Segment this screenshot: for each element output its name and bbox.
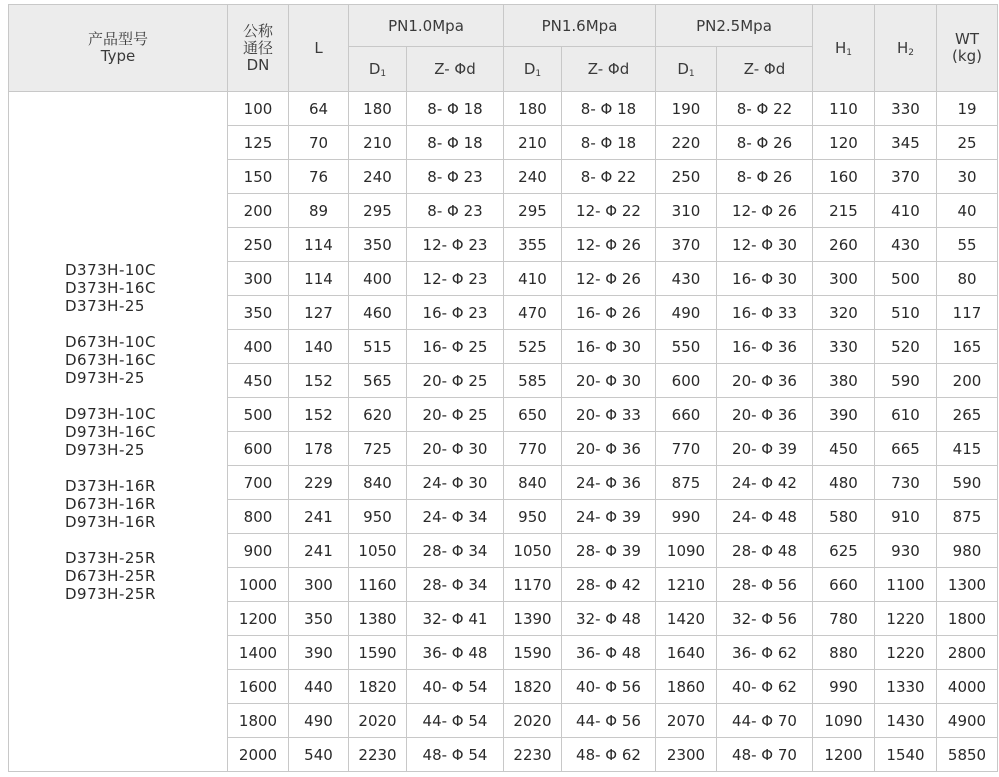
type-model: D673H-10C xyxy=(65,332,156,351)
cell-wt: 80 xyxy=(937,262,998,296)
cell-h2: 730 xyxy=(875,466,937,500)
type-group xyxy=(65,477,227,531)
cell-zphid-pn25: 8- Φ 26 xyxy=(717,126,813,160)
cell-wt: 1800 xyxy=(937,602,998,636)
cell-zphid-pn10: 8- Φ 23 xyxy=(407,194,504,228)
cell-zphid-pn10: 36- Φ 48 xyxy=(407,636,504,670)
cell-dn: 2000 xyxy=(228,738,289,772)
cell-d1-pn10: 840 xyxy=(349,466,407,500)
cell-zphid-pn25: 36- Φ 62 xyxy=(717,636,813,670)
cell-l: 178 xyxy=(289,432,349,466)
cell-h1: 880 xyxy=(813,636,875,670)
cell-h2: 510 xyxy=(875,296,937,330)
cell-zphid-pn16: 20- Φ 33 xyxy=(562,398,656,432)
type-model: D373H-16C xyxy=(65,278,156,297)
zphid-header-pn25: Z- Φd xyxy=(717,47,813,92)
cell-d1-pn16: 1050 xyxy=(504,534,562,568)
cell-l: 440 xyxy=(289,670,349,704)
cell-d1-pn25: 660 xyxy=(656,398,717,432)
cell-d1-pn25: 990 xyxy=(656,500,717,534)
cell-dn: 700 xyxy=(228,466,289,500)
cell-zphid-pn10: 16- Φ 23 xyxy=(407,296,504,330)
cell-d1-pn16: 410 xyxy=(504,262,562,296)
cell-d1-pn25: 190 xyxy=(656,92,717,126)
cell-d1-pn10: 515 xyxy=(349,330,407,364)
cell-d1-pn16: 240 xyxy=(504,160,562,194)
cell-dn: 1800 xyxy=(228,704,289,738)
wt-header-2: (kg) xyxy=(952,47,982,65)
cell-zphid-pn25: 16- Φ 36 xyxy=(717,330,813,364)
cell-d1-pn10: 180 xyxy=(349,92,407,126)
cell-wt: 30 xyxy=(937,160,998,194)
cell-d1-pn25: 1860 xyxy=(656,670,717,704)
cell-h2: 610 xyxy=(875,398,937,432)
dn-header xyxy=(228,5,289,92)
cell-d1-pn25: 1640 xyxy=(656,636,717,670)
cell-h1: 660 xyxy=(813,568,875,602)
cell-d1-pn16: 2020 xyxy=(504,704,562,738)
type-model: D973H-25 xyxy=(65,440,145,459)
cell-zphid-pn25: 32- Φ 56 xyxy=(717,602,813,636)
cell-wt: 200 xyxy=(937,364,998,398)
cell-zphid-pn16: 24- Φ 36 xyxy=(562,466,656,500)
cell-h1: 110 xyxy=(813,92,875,126)
cell-zphid-pn16: 24- Φ 39 xyxy=(562,500,656,534)
cell-d1-pn25: 310 xyxy=(656,194,717,228)
cell-h1: 480 xyxy=(813,466,875,500)
cell-h1: 1090 xyxy=(813,704,875,738)
cell-d1-pn25: 600 xyxy=(656,364,717,398)
cell-zphid-pn16: 32- Φ 48 xyxy=(562,602,656,636)
zphid-header-pn16: Z- Φd xyxy=(562,47,656,92)
cell-zphid-pn25: 12- Φ 26 xyxy=(717,194,813,228)
cell-dn: 1000 xyxy=(228,568,289,602)
cell-h2: 410 xyxy=(875,194,937,228)
cell-h1: 450 xyxy=(813,432,875,466)
cell-d1-pn16: 1170 xyxy=(504,568,562,602)
cell-d1-pn10: 460 xyxy=(349,296,407,330)
type-group xyxy=(65,405,227,459)
d1-header-pn10: $D_1$ xyxy=(349,47,407,92)
cell-d1-pn10: 2230 xyxy=(349,738,407,772)
cell-l: 127 xyxy=(289,296,349,330)
cell-h2: 1330 xyxy=(875,670,937,704)
cell-dn: 1400 xyxy=(228,636,289,670)
cell-dn: 450 xyxy=(228,364,289,398)
cell-d1-pn16: 840 xyxy=(504,466,562,500)
cell-d1-pn16: 470 xyxy=(504,296,562,330)
cell-h2: 330 xyxy=(875,92,937,126)
cell-zphid-pn16: 16- Φ 26 xyxy=(562,296,656,330)
cell-d1-pn16: 770 xyxy=(504,432,562,466)
cell-zphid-pn25: 28- Φ 48 xyxy=(717,534,813,568)
type-model: D973H-16C xyxy=(65,422,156,441)
cell-zphid-pn10: 28- Φ 34 xyxy=(407,534,504,568)
cell-h1: 1200 xyxy=(813,738,875,772)
cell-zphid-pn16: 20- Φ 36 xyxy=(562,432,656,466)
cell-l: 540 xyxy=(289,738,349,772)
cell-zphid-pn25: 20- Φ 36 xyxy=(717,398,813,432)
cell-h1: 625 xyxy=(813,534,875,568)
cell-d1-pn16: 585 xyxy=(504,364,562,398)
cell-zphid-pn10: 32- Φ 41 xyxy=(407,602,504,636)
cell-d1-pn16: 1590 xyxy=(504,636,562,670)
cell-d1-pn25: 250 xyxy=(656,160,717,194)
h2-sub: 2 xyxy=(908,47,914,58)
type-model: D373H-25 xyxy=(65,296,145,315)
dn-header-zh-2: 通径 xyxy=(242,38,273,57)
cell-d1-pn25: 875 xyxy=(656,466,717,500)
cell-zphid-pn25: 28- Φ 56 xyxy=(717,568,813,602)
cell-zphid-pn10: 8- Φ 18 xyxy=(407,92,504,126)
cell-zphid-pn10: 28- Φ 34 xyxy=(407,568,504,602)
type-group xyxy=(65,549,227,603)
cell-zphid-pn10: 40- Φ 54 xyxy=(407,670,504,704)
cell-zphid-pn10: 16- Φ 25 xyxy=(407,330,504,364)
cell-zphid-pn25: 48- Φ 70 xyxy=(717,738,813,772)
cell-wt: 265 xyxy=(937,398,998,432)
type-header-en: Type xyxy=(100,47,136,65)
cell-dn: 500 xyxy=(228,398,289,432)
cell-h2: 500 xyxy=(875,262,937,296)
cell-l: 229 xyxy=(289,466,349,500)
cell-d1-pn25: 1420 xyxy=(656,602,717,636)
type-model: D973H-16R xyxy=(65,512,156,531)
cell-l: 152 xyxy=(289,364,349,398)
cell-h1: 300 xyxy=(813,262,875,296)
type-model: D673H-25R xyxy=(65,566,156,585)
pn25-header: PN2.5Mpa xyxy=(656,5,813,47)
cell-zphid-pn25: 16- Φ 33 xyxy=(717,296,813,330)
h2-header xyxy=(875,5,937,92)
wt-header-1: WT xyxy=(955,30,979,48)
cell-h1: 160 xyxy=(813,160,875,194)
cell-zphid-pn16: 20- Φ 30 xyxy=(562,364,656,398)
cell-d1-pn16: 355 xyxy=(504,228,562,262)
d1-header-pn25: $D_1$ xyxy=(656,47,717,92)
cell-dn: 250 xyxy=(228,228,289,262)
cell-h2: 1220 xyxy=(875,636,937,670)
cell-d1-pn25: 770 xyxy=(656,432,717,466)
cell-zphid-pn10: 8- Φ 23 xyxy=(407,160,504,194)
cell-d1-pn10: 1160 xyxy=(349,568,407,602)
cell-d1-pn10: 1820 xyxy=(349,670,407,704)
table-row xyxy=(9,92,998,126)
cell-d1-pn16: 2230 xyxy=(504,738,562,772)
cell-dn: 200 xyxy=(228,194,289,228)
cell-l: 300 xyxy=(289,568,349,602)
type-model: D673H-16R xyxy=(65,494,156,513)
wt-header xyxy=(937,5,998,92)
cell-dn: 400 xyxy=(228,330,289,364)
cell-l: 70 xyxy=(289,126,349,160)
cell-wt: 590 xyxy=(937,466,998,500)
cell-l: 390 xyxy=(289,636,349,670)
cell-d1-pn16: 210 xyxy=(504,126,562,160)
cell-h1: 120 xyxy=(813,126,875,160)
cell-h1: 215 xyxy=(813,194,875,228)
cell-wt: 875 xyxy=(937,500,998,534)
h1-header xyxy=(813,5,875,92)
cell-l: 152 xyxy=(289,398,349,432)
cell-zphid-pn10: 48- Φ 54 xyxy=(407,738,504,772)
cell-d1-pn16: 1390 xyxy=(504,602,562,636)
cell-zphid-pn16: 16- Φ 30 xyxy=(562,330,656,364)
cell-zphid-pn25: 16- Φ 30 xyxy=(717,262,813,296)
cell-zphid-pn10: 8- Φ 18 xyxy=(407,126,504,160)
cell-dn: 1200 xyxy=(228,602,289,636)
cell-zphid-pn10: 44- Φ 54 xyxy=(407,704,504,738)
cell-h1: 990 xyxy=(813,670,875,704)
cell-wt: 4000 xyxy=(937,670,998,704)
cell-h1: 320 xyxy=(813,296,875,330)
cell-zphid-pn10: 12- Φ 23 xyxy=(407,262,504,296)
cell-l: 241 xyxy=(289,500,349,534)
pn10-header: PN1.0Mpa xyxy=(349,5,504,47)
cell-d1-pn16: 525 xyxy=(504,330,562,364)
zphid-header-pn10: Z- Φd xyxy=(407,47,504,92)
cell-h2: 930 xyxy=(875,534,937,568)
cell-l: 140 xyxy=(289,330,349,364)
type-group xyxy=(65,261,227,315)
cell-wt: 415 xyxy=(937,432,998,466)
cell-h1: 260 xyxy=(813,228,875,262)
cell-zphid-pn10: 20- Φ 25 xyxy=(407,398,504,432)
header-row-1 xyxy=(9,5,998,47)
cell-h1: 390 xyxy=(813,398,875,432)
cell-l: 89 xyxy=(289,194,349,228)
cell-zphid-pn16: 28- Φ 42 xyxy=(562,568,656,602)
cell-h2: 370 xyxy=(875,160,937,194)
cell-zphid-pn16: 8- Φ 18 xyxy=(562,126,656,160)
cell-d1-pn10: 950 xyxy=(349,500,407,534)
type-model: D973H-25R xyxy=(65,584,156,603)
h2-main: H xyxy=(896,38,909,57)
type-cell xyxy=(9,92,228,772)
cell-wt: 5850 xyxy=(937,738,998,772)
cell-d1-pn16: 1820 xyxy=(504,670,562,704)
cell-d1-pn25: 1090 xyxy=(656,534,717,568)
cell-dn: 150 xyxy=(228,160,289,194)
cell-d1-pn10: 1380 xyxy=(349,602,407,636)
cell-d1-pn10: 2020 xyxy=(349,704,407,738)
cell-d1-pn10: 350 xyxy=(349,228,407,262)
cell-d1-pn16: 650 xyxy=(504,398,562,432)
dn-header-zh-1: 公称 xyxy=(242,21,273,40)
cell-wt: 40 xyxy=(937,194,998,228)
cell-l: 241 xyxy=(289,534,349,568)
cell-zphid-pn25: 20- Φ 39 xyxy=(717,432,813,466)
cell-zphid-pn25: 44- Φ 70 xyxy=(717,704,813,738)
cell-d1-pn10: 400 xyxy=(349,262,407,296)
cell-zphid-pn25: 12- Φ 30 xyxy=(717,228,813,262)
cell-wt: 2800 xyxy=(937,636,998,670)
type-model: D373H-25R xyxy=(65,548,156,567)
pn16-header: PN1.6Mpa xyxy=(504,5,656,47)
cell-d1-pn10: 1050 xyxy=(349,534,407,568)
cell-zphid-pn10: 24- Φ 30 xyxy=(407,466,504,500)
cell-d1-pn10: 1590 xyxy=(349,636,407,670)
cell-d1-pn25: 220 xyxy=(656,126,717,160)
cell-wt: 165 xyxy=(937,330,998,364)
cell-d1-pn25: 2070 xyxy=(656,704,717,738)
cell-zphid-pn16: 8- Φ 22 xyxy=(562,160,656,194)
cell-zphid-pn10: 20- Φ 30 xyxy=(407,432,504,466)
type-model: D373H-10C xyxy=(65,260,156,279)
cell-zphid-pn16: 48- Φ 62 xyxy=(562,738,656,772)
cell-h2: 1430 xyxy=(875,704,937,738)
cell-h2: 1540 xyxy=(875,738,937,772)
cell-wt: 19 xyxy=(937,92,998,126)
cell-zphid-pn10: 12- Φ 23 xyxy=(407,228,504,262)
spec-table xyxy=(8,4,998,772)
cell-zphid-pn10: 20- Φ 25 xyxy=(407,364,504,398)
cell-l: 350 xyxy=(289,602,349,636)
cell-h2: 520 xyxy=(875,330,937,364)
cell-d1-pn10: 565 xyxy=(349,364,407,398)
cell-d1-pn16: 295 xyxy=(504,194,562,228)
cell-wt: 4900 xyxy=(937,704,998,738)
cell-d1-pn25: 550 xyxy=(656,330,717,364)
cell-l: 64 xyxy=(289,92,349,126)
type-header xyxy=(9,5,228,92)
cell-h2: 345 xyxy=(875,126,937,160)
cell-zphid-pn25: 8- Φ 26 xyxy=(717,160,813,194)
cell-zphid-pn16: 40- Φ 56 xyxy=(562,670,656,704)
cell-h2: 1220 xyxy=(875,602,937,636)
cell-d1-pn10: 210 xyxy=(349,126,407,160)
cell-zphid-pn25: 20- Φ 36 xyxy=(717,364,813,398)
cell-l: 76 xyxy=(289,160,349,194)
h1-main: H xyxy=(834,38,847,57)
cell-zphid-pn16: 12- Φ 26 xyxy=(562,262,656,296)
type-model: D973H-25 xyxy=(65,368,145,387)
cell-h2: 910 xyxy=(875,500,937,534)
h1-sub: 1 xyxy=(846,47,852,58)
cell-wt: 55 xyxy=(937,228,998,262)
cell-zphid-pn25: 8- Φ 22 xyxy=(717,92,813,126)
cell-h1: 330 xyxy=(813,330,875,364)
cell-dn: 350 xyxy=(228,296,289,330)
cell-d1-pn16: 180 xyxy=(504,92,562,126)
cell-d1-pn10: 295 xyxy=(349,194,407,228)
cell-zphid-pn10: 24- Φ 34 xyxy=(407,500,504,534)
cell-h1: 780 xyxy=(813,602,875,636)
cell-wt: 117 xyxy=(937,296,998,330)
cell-d1-pn25: 1210 xyxy=(656,568,717,602)
cell-zphid-pn16: 12- Φ 22 xyxy=(562,194,656,228)
cell-d1-pn10: 620 xyxy=(349,398,407,432)
cell-wt: 25 xyxy=(937,126,998,160)
dn-header-en: DN xyxy=(246,55,270,74)
cell-d1-pn10: 725 xyxy=(349,432,407,466)
cell-d1-pn16: 950 xyxy=(504,500,562,534)
d1-header-pn16: $D_1$ xyxy=(504,47,562,92)
cell-h1: 580 xyxy=(813,500,875,534)
cell-wt: 980 xyxy=(937,534,998,568)
cell-zphid-pn16: 36- Φ 48 xyxy=(562,636,656,670)
cell-h2: 590 xyxy=(875,364,937,398)
cell-d1-pn25: 2300 xyxy=(656,738,717,772)
cell-wt: 1300 xyxy=(937,568,998,602)
type-model: D973H-10C xyxy=(65,404,156,423)
cell-dn: 900 xyxy=(228,534,289,568)
cell-zphid-pn25: 24- Φ 42 xyxy=(717,466,813,500)
cell-d1-pn10: 240 xyxy=(349,160,407,194)
cell-dn: 800 xyxy=(228,500,289,534)
cell-dn: 100 xyxy=(228,92,289,126)
cell-dn: 300 xyxy=(228,262,289,296)
type-model: D373H-16R xyxy=(65,476,156,495)
cell-zphid-pn16: 8- Φ 18 xyxy=(562,92,656,126)
spec-table-body xyxy=(9,92,998,772)
cell-h2: 665 xyxy=(875,432,937,466)
cell-h2: 430 xyxy=(875,228,937,262)
type-group xyxy=(65,333,227,387)
cell-h2: 1100 xyxy=(875,568,937,602)
cell-zphid-pn16: 28- Φ 39 xyxy=(562,534,656,568)
cell-h1: 380 xyxy=(813,364,875,398)
cell-d1-pn25: 370 xyxy=(656,228,717,262)
cell-d1-pn25: 490 xyxy=(656,296,717,330)
cell-dn: 125 xyxy=(228,126,289,160)
cell-zphid-pn25: 40- Φ 62 xyxy=(717,670,813,704)
type-header-zh: 产品型号 xyxy=(87,30,148,48)
cell-dn: 600 xyxy=(228,432,289,466)
cell-l: 114 xyxy=(289,228,349,262)
l-header: L xyxy=(289,5,349,92)
cell-l: 114 xyxy=(289,262,349,296)
cell-zphid-pn16: 44- Φ 56 xyxy=(562,704,656,738)
type-model: D673H-16C xyxy=(65,350,156,369)
cell-zphid-pn16: 12- Φ 26 xyxy=(562,228,656,262)
cell-d1-pn25: 430 xyxy=(656,262,717,296)
cell-l: 490 xyxy=(289,704,349,738)
cell-zphid-pn25: 24- Φ 48 xyxy=(717,500,813,534)
cell-dn: 1600 xyxy=(228,670,289,704)
